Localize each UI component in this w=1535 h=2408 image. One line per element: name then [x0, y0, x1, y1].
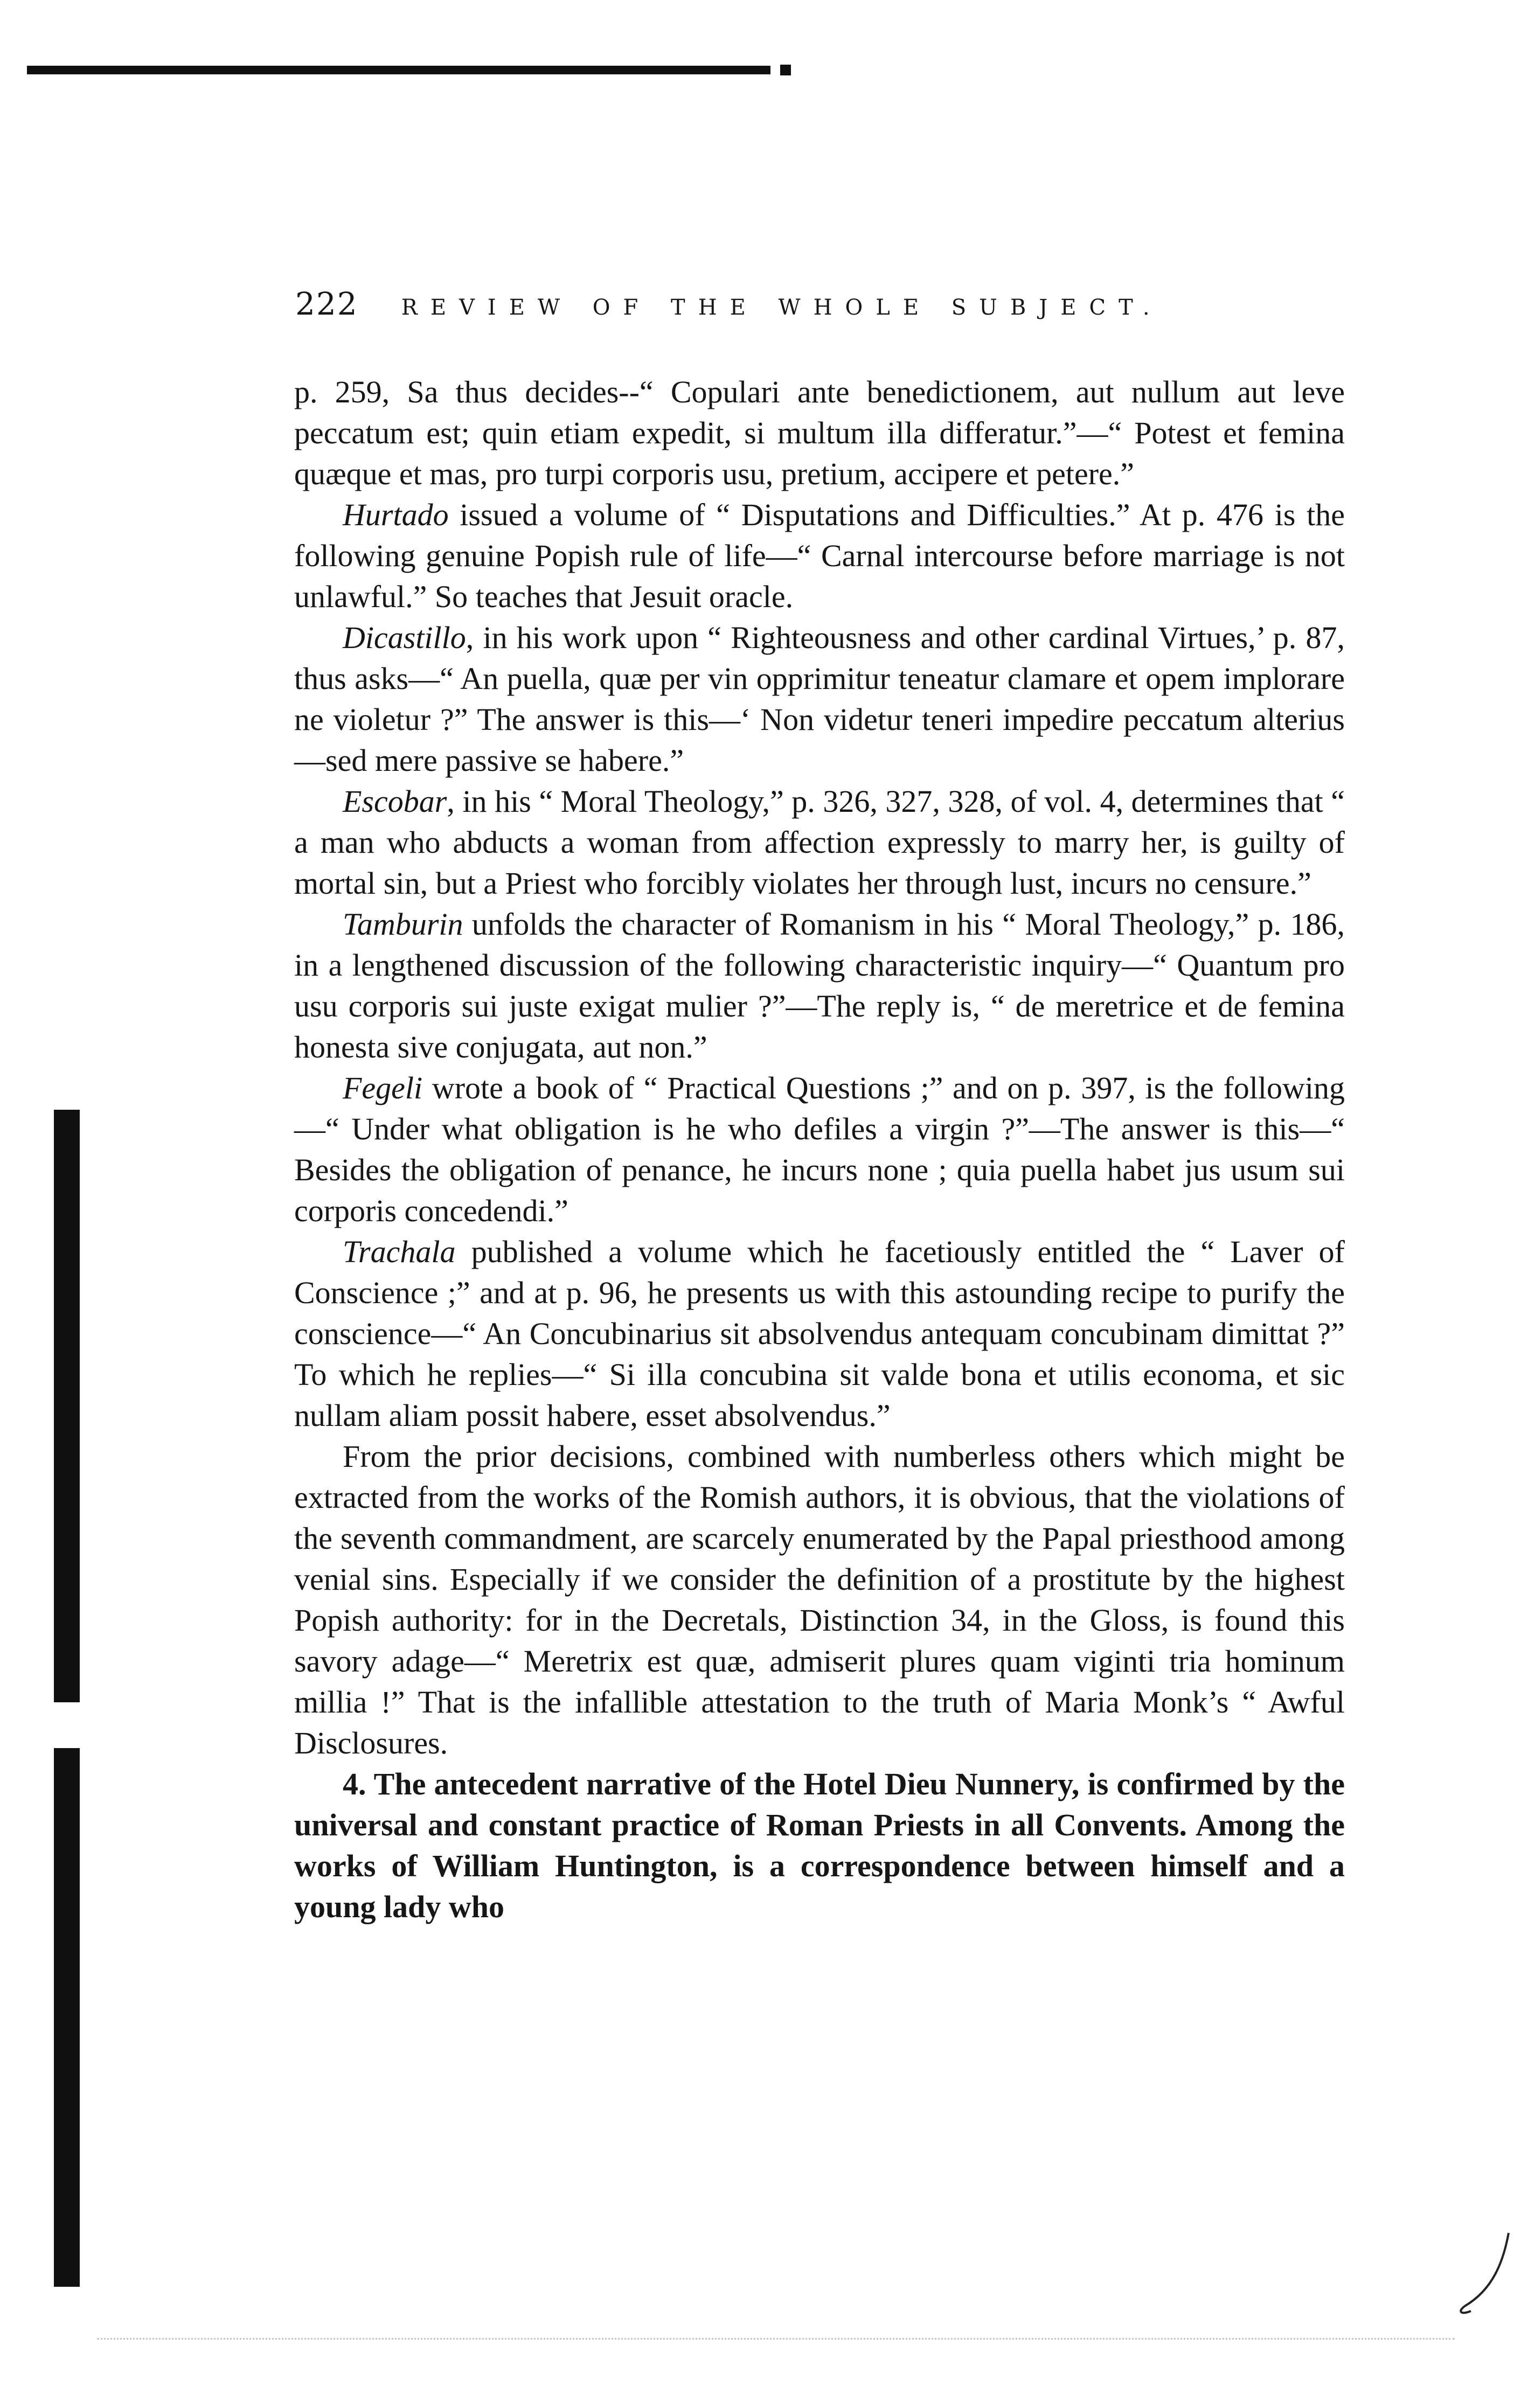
scan-noise [97, 2316, 1455, 2340]
paragraph [294, 1436, 1345, 1764]
paragraph [294, 1764, 1345, 1927]
author-name: Tamburin [343, 907, 463, 942]
paragraph-text: From the prior decisions, combined with numberless others which might be extracted from the works of the Romish authors, it is obvious, that the violations of the seventh commandment, are scarcely enumerated by the Papal priesthood among venial sins. Especially if we consider the definition of a prostitute by the highest Popish authority: for in the Decretals, Distinction 34, in the Gloss, is found this savory adage—“ Meretrix est quæ, admiserit plures quam viginti tria hominum millia !” That is the infallible attestation to the truth of Maria Monk’s “ Awful Disclosures. [294, 1439, 1345, 1760]
author-name: Hurtado [343, 497, 449, 532]
paragraph-text: p. 259, Sa thus decides--“ Copulari ante benedictionem, aut nullum aut leve peccatum est; quin etiam expedit, si multum illa differatur.”—“ Potest et femina quæque et mas, pro turpi corporis usu, pretium, accipere et petere.” [294, 374, 1345, 491]
paragraph-text: wrote a book of “ Practical Questions ;” and on p. 397, is the following—“ Under what obligation is he who defiles a virgin ?”—The answer is this—“ Besides the obligation of penance, he incurs none ; quia puella habet jus usum sui corporis concedendi.” [294, 1070, 1345, 1228]
paragraph-text: , in his “ Moral Theology,” p. 326, 327, 328, of vol. 4, determines that “ a man who abducts a woman from affection expressly to marry her, is guilty of mortal sin, but a Priest who forcibly violates her through lust, incurs no censure.” [294, 784, 1345, 901]
paragraph [294, 1068, 1345, 1231]
scan-border-left-lower [54, 1748, 80, 2287]
author-name: Escobar [343, 784, 447, 819]
page-number: 222 [295, 286, 358, 322]
paragraph-text: unfolds the character of Romanism in his “ Moral Theology,” p. 186, in a lengthened discussion of the following characteristic inquiry—“ Quantum pro usu corporis sui juste exigat mulier ?”—The reply is, “ de meretrice et de femina honesta sive conjugata, aut non.” [294, 907, 1345, 1064]
paragraph-text: issued a volume of “ Disputations and Difficulties.” At p. 476 is the following genuine Popish rule of life—“ Carnal intercourse before marriage is not unlawful.” So teaches that Jesuit oracle. [294, 497, 1345, 614]
paragraph [294, 781, 1345, 904]
author-name: Trachala [343, 1234, 456, 1269]
scan-mark [780, 65, 791, 75]
pen-mark [1455, 2230, 1519, 2316]
paragraph-text: published a volume which he facetiously entitled the “ Laver of Conscience ;” and at p. 96, he presents us with this astounding recipe to purify the conscience—“ An Concubinarius sit absolvendus antequam concubinam dimittat ?” To which he replies—“ Si illa concubina sit valde bona et utilis economa, et sic nullam aliam possit habere, esset absolvendus.” [294, 1234, 1345, 1433]
paragraph-text: 4. The antecedent narrative of the Hotel Dieu Nunnery, is confirmed by the universal and constant practice of Roman Priests in all Convents. Among the works of William Huntington, is a correspondence between himself and a young lady who [294, 1766, 1345, 1924]
author-name: Fegeli [343, 1070, 423, 1105]
paragraph-text: , in his work upon “ Righteousness and other cardinal Virtues,’ p. 87, thus asks—“ An puella, quæ per vin opprimitur teneatur clamare et opem implorare ne violetur ?” The answer is this—‘ Non videtur teneri impedire peccatum alterius —sed mere passive se habere.” [294, 620, 1345, 778]
body-text [294, 372, 1345, 1927]
paragraph [294, 617, 1345, 781]
paragraph [294, 904, 1345, 1068]
scan-border-left [54, 1110, 80, 1702]
paragraph [294, 1231, 1345, 1436]
author-name: Dicastillo [343, 620, 466, 655]
scan-border-top [27, 66, 770, 74]
page-header [295, 286, 1324, 322]
paragraph [294, 495, 1345, 617]
running-head: REVIEW OF THE WHOLE SUBJECT. [401, 295, 1163, 320]
paragraph [294, 372, 1345, 495]
